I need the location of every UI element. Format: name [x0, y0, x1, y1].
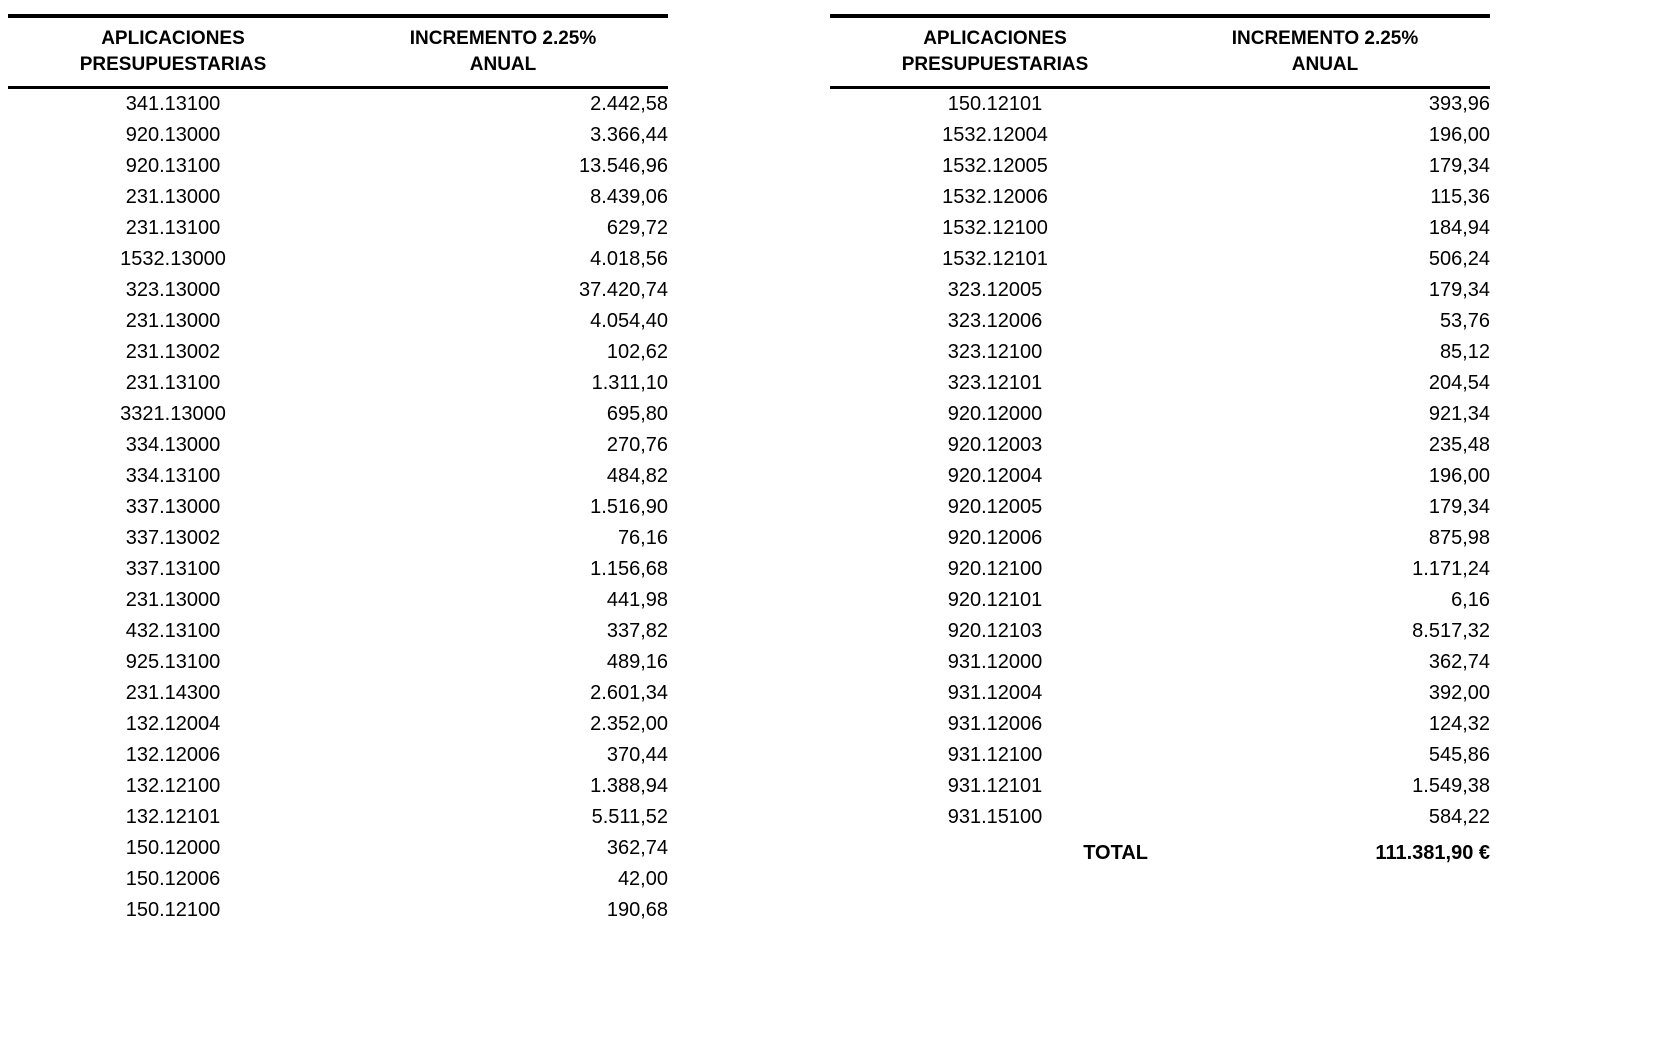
table-header-left — [8, 16, 668, 88]
table-row — [8, 399, 668, 430]
table-row — [830, 802, 1490, 833]
table-row — [830, 151, 1490, 182]
increment-amount: 4.054,40 — [590, 310, 668, 333]
application-code: 931.12100 — [947, 744, 1043, 767]
total-label: TOTAL — [1083, 841, 1148, 864]
application-code: 337.13002 — [125, 527, 221, 550]
budget-table-right — [830, 14, 1490, 873]
application-code: 920.13100 — [125, 155, 221, 178]
increment-amount: 362,74 — [1428, 651, 1490, 674]
application-code: 920.12006 — [947, 527, 1043, 550]
table-row — [830, 337, 1490, 368]
table-row — [830, 182, 1490, 213]
increment-amount: 441,98 — [606, 589, 668, 612]
increment-amount: 179,34 — [1428, 155, 1490, 178]
table-row — [8, 151, 668, 182]
header-increment-line1: INCREMENTO 2.25% — [409, 28, 597, 49]
application-code: 132.12101 — [125, 806, 221, 829]
table-row — [8, 709, 668, 740]
application-code: 931.12006 — [947, 713, 1043, 736]
application-code: 920.13000 — [125, 124, 221, 147]
increment-amount: 190,68 — [606, 899, 668, 922]
increment-amount: 179,34 — [1428, 279, 1490, 302]
table-row — [8, 275, 668, 306]
header-increment-line1: INCREMENTO 2.25% — [1231, 28, 1419, 49]
header-applications-line1: APLICACIONES — [923, 28, 1067, 49]
application-code: 920.12100 — [947, 558, 1043, 581]
table-row — [830, 306, 1490, 337]
application-code: 323.12101 — [947, 372, 1043, 395]
header-increment — [1160, 16, 1490, 88]
table-row — [830, 368, 1490, 399]
table-row — [8, 244, 668, 275]
table-row — [8, 802, 668, 833]
increment-amount: 2.352,00 — [590, 713, 668, 736]
table-row — [830, 616, 1490, 647]
application-code: 3321.13000 — [120, 403, 226, 426]
application-code: 931.15100 — [947, 806, 1043, 829]
table-row — [830, 585, 1490, 616]
increment-amount: 4.018,56 — [590, 248, 668, 271]
application-code: 334.13100 — [125, 465, 221, 488]
table-body-right — [830, 88, 1490, 874]
increment-amount: 8.439,06 — [590, 186, 668, 209]
application-code: 931.12004 — [947, 682, 1043, 705]
application-code: 920.12000 — [947, 403, 1043, 426]
increment-amount: 392,00 — [1428, 682, 1490, 705]
application-code: 1532.12100 — [942, 217, 1048, 240]
increment-amount: 2.442,58 — [590, 93, 668, 116]
increment-amount: 6,16 — [1451, 589, 1490, 612]
application-code: 1532.12006 — [942, 186, 1048, 209]
increment-amount: 362,74 — [606, 837, 668, 860]
table-row — [8, 430, 668, 461]
application-code: 323.12005 — [947, 279, 1043, 302]
header-applications — [830, 16, 1160, 88]
increment-amount: 506,24 — [1428, 248, 1490, 271]
header-row — [830, 16, 1490, 88]
application-code: 132.12100 — [125, 775, 221, 798]
table-row — [830, 430, 1490, 461]
header-row — [8, 16, 668, 88]
table-row — [8, 585, 668, 616]
application-code: 231.13100 — [125, 217, 221, 240]
table-row — [830, 740, 1490, 771]
table-row — [8, 523, 668, 554]
table-row — [8, 306, 668, 337]
table-header-right — [830, 16, 1490, 88]
increment-amount: 393,96 — [1428, 93, 1490, 116]
increment-amount: 76,16 — [617, 527, 668, 550]
increment-amount: 1.516,90 — [590, 496, 668, 519]
table-row — [830, 492, 1490, 523]
increment-amount: 13.546,96 — [579, 155, 668, 178]
increment-amount: 629,72 — [606, 217, 668, 240]
application-code: 920.12103 — [947, 620, 1043, 643]
increment-amount: 1.388,94 — [590, 775, 668, 798]
application-code: 231.13000 — [125, 186, 221, 209]
table-row — [8, 337, 668, 368]
table-row — [830, 399, 1490, 430]
increment-amount: 53,76 — [1439, 310, 1490, 333]
application-code: 1532.12005 — [942, 155, 1048, 178]
increment-amount: 102,62 — [606, 341, 668, 364]
application-code: 231.13000 — [125, 589, 221, 612]
increment-amount: 85,12 — [1439, 341, 1490, 364]
increment-amount: 179,34 — [1428, 496, 1490, 519]
application-code: 231.13002 — [125, 341, 221, 364]
increment-amount: 1.156,68 — [590, 558, 668, 581]
table-row — [830, 771, 1490, 802]
total-row — [830, 833, 1490, 873]
increment-amount: 695,80 — [606, 403, 668, 426]
budget-table-left — [8, 14, 668, 926]
table-row — [8, 120, 668, 151]
increment-amount: 489,16 — [606, 651, 668, 674]
increment-amount: 235,48 — [1428, 434, 1490, 457]
table-row — [8, 554, 668, 585]
application-code: 231.14300 — [125, 682, 221, 705]
header-increment — [338, 16, 668, 88]
application-code: 341.13100 — [125, 93, 221, 116]
table-row — [830, 554, 1490, 585]
increment-amount: 115,36 — [1430, 186, 1490, 209]
header-applications-line1: APLICACIONES — [101, 28, 245, 49]
increment-amount: 8.517,32 — [1412, 620, 1490, 643]
table-row — [8, 771, 668, 802]
table-row — [830, 678, 1490, 709]
table-row — [8, 678, 668, 709]
increment-amount: 1.171,24 — [1412, 558, 1490, 581]
application-code: 920.12003 — [947, 434, 1043, 457]
increment-amount: 2.601,34 — [590, 682, 668, 705]
increment-amount: 484,82 — [606, 465, 668, 488]
application-code: 231.13000 — [125, 310, 221, 333]
table-row — [830, 275, 1490, 306]
application-code: 920.12101 — [947, 589, 1043, 612]
table-row — [830, 523, 1490, 554]
table-row — [8, 492, 668, 523]
increment-amount: 337,82 — [606, 620, 668, 643]
table-body-left — [8, 88, 668, 927]
table-row — [8, 461, 668, 492]
table-row — [830, 244, 1490, 275]
increment-amount: 545,86 — [1428, 744, 1490, 767]
table-row — [8, 647, 668, 678]
table-row — [8, 833, 668, 864]
application-code: 334.13000 — [125, 434, 221, 457]
application-code: 925.13100 — [125, 651, 221, 674]
application-code: 150.12006 — [125, 868, 221, 891]
table-row — [8, 88, 668, 121]
header-increment-line2: ANUAL — [1291, 53, 1359, 75]
increment-amount: 921,34 — [1428, 403, 1490, 426]
increment-amount: 37.420,74 — [579, 279, 668, 302]
application-code: 432.13100 — [125, 620, 221, 643]
table-row — [8, 740, 668, 771]
table-row — [830, 120, 1490, 151]
application-code: 323.12006 — [947, 310, 1043, 333]
increment-amount: 3.366,44 — [590, 124, 668, 147]
table-row — [830, 461, 1490, 492]
application-code: 337.13100 — [125, 558, 221, 581]
application-code: 920.12004 — [947, 465, 1043, 488]
increment-amount: 184,94 — [1428, 217, 1490, 240]
application-code: 150.12000 — [125, 837, 221, 860]
table-row — [830, 88, 1490, 121]
increment-amount: 124,32 — [1428, 713, 1490, 736]
increment-amount: 196,00 — [1428, 124, 1490, 147]
increment-amount: 196,00 — [1428, 465, 1490, 488]
increment-amount: 584,22 — [1428, 806, 1490, 829]
application-code: 323.12100 — [947, 341, 1043, 364]
application-code: 150.12100 — [125, 899, 221, 922]
table-row — [8, 182, 668, 213]
table-row — [830, 213, 1490, 244]
header-increment-line2: ANUAL — [469, 53, 537, 75]
application-code: 1532.12004 — [942, 124, 1048, 147]
total-value: 111.381,90 € — [1375, 841, 1490, 864]
application-code: 1532.12101 — [942, 248, 1048, 271]
increment-amount: 1.549,38 — [1412, 775, 1490, 798]
application-code: 132.12004 — [125, 713, 221, 736]
increment-amount: 270,76 — [606, 434, 668, 457]
table-row — [830, 647, 1490, 678]
application-code: 920.12005 — [947, 496, 1043, 519]
increment-amount: 370,44 — [606, 744, 668, 767]
header-applications-line2: PRESUPUESTARIAS — [79, 53, 267, 75]
application-code: 323.13000 — [125, 279, 221, 302]
increment-amount: 204,54 — [1428, 372, 1490, 395]
increment-amount: 42,00 — [617, 868, 668, 891]
increment-amount: 5.511,52 — [591, 806, 668, 829]
table-row — [8, 213, 668, 244]
table-row — [8, 368, 668, 399]
table-row — [830, 709, 1490, 740]
table-row — [8, 895, 668, 926]
application-code: 132.12006 — [125, 744, 221, 767]
header-applications — [8, 16, 338, 88]
application-code: 150.12101 — [947, 93, 1043, 116]
table-row — [8, 864, 668, 895]
application-code: 337.13000 — [125, 496, 221, 519]
header-applications-line2: PRESUPUESTARIAS — [901, 53, 1089, 75]
application-code: 1532.13000 — [120, 248, 226, 271]
increment-amount: 1.311,10 — [591, 372, 668, 395]
table-row — [8, 616, 668, 647]
application-code: 931.12000 — [947, 651, 1043, 674]
application-code: 931.12101 — [947, 775, 1043, 798]
application-code: 231.13100 — [125, 372, 221, 395]
increment-amount: 875,98 — [1428, 527, 1490, 550]
